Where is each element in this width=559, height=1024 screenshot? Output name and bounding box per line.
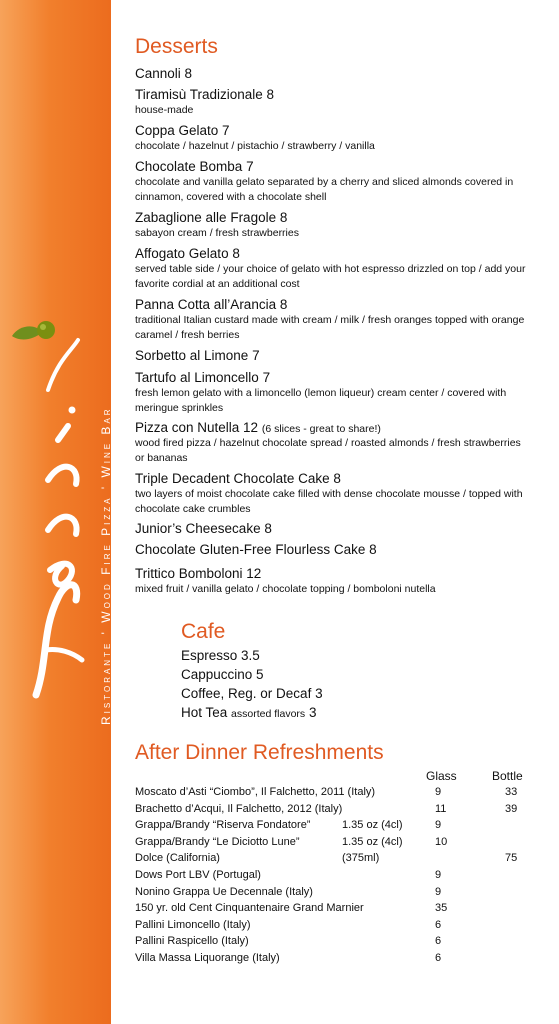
drink-row <box>135 886 535 902</box>
drink-name: Grappa/Brandy “Riserva Fondatore” <box>135 819 311 832</box>
drink-glass-price: 9 <box>435 786 442 798</box>
desserts-title: Desserts <box>135 35 218 58</box>
menu-item-title: Pizza con Nutella 12 <box>135 420 259 435</box>
drink-glass-price: 9 <box>435 819 442 832</box>
drink-name: Pallini Raspicello (Italy) <box>135 935 249 948</box>
drink-glass-price: 10 <box>435 835 448 848</box>
menu-item-name: Zabaglione alle Fragole 8 <box>135 210 288 225</box>
cafe-item: Coffee, Reg. or Decaf 3 <box>181 686 323 701</box>
drink-glass-price: 11 <box>435 802 447 815</box>
drink-glass-price: 35 <box>435 902 448 915</box>
menu-item-name: Tartufo al Limoncello 7 <box>135 370 271 385</box>
drink-name: Dolce (California) <box>135 852 220 865</box>
cafe-item <box>181 705 316 720</box>
cafe-item-note: assorted flavors <box>231 708 306 720</box>
refreshments-title: After Dinner Refreshments <box>135 741 384 764</box>
drink-name: 150 yr. old Cent Cinquantenaire Grand Marnier <box>135 902 364 915</box>
drink-row <box>135 902 535 918</box>
glass-column-header: Glass <box>426 769 457 783</box>
drink-name: Villa Massa Liquorange (Italy) <box>135 952 280 964</box>
cafe-item-price: 3 <box>308 705 317 720</box>
menu-item-description: chocolate and vanilla gelato separated by a cherry and sliced almonds covered in cinnamon, covered with a chocolate shell <box>135 176 514 203</box>
menu-item-name: Junior’s Cheesecake 8 <box>135 521 272 536</box>
menu-item-description: house-made <box>135 104 194 116</box>
cafe-item-title: Hot Tea <box>181 705 228 720</box>
drink-row <box>135 803 535 819</box>
drink-glass-price: 9 <box>435 869 442 881</box>
drink-row <box>135 952 535 968</box>
drink-bottle-price: 39 <box>505 802 518 815</box>
menu-item-name: Chocolate Bomba 7 <box>135 159 254 174</box>
menu-item-description: chocolate / hazelnut / pistachio / strawberry / vanilla <box>135 140 375 152</box>
drink-name: Nonino Grappa Ue Decennale (Italy) <box>135 885 313 898</box>
menu-item-name: Trittico Bomboloni 12 <box>135 566 262 581</box>
drink-name: Moscato d’Asti “Ciombo”, Il Falchetto, 2011 (Italy) <box>135 786 376 798</box>
drink-size: 1.35 oz (4cl) <box>342 819 403 832</box>
menu-item-name: Coppa Gelato 7 <box>135 123 230 138</box>
menu-item-name: Affogato Gelato 8 <box>135 246 240 261</box>
drink-glass-price: 6 <box>435 935 442 948</box>
facci-logo <box>28 330 88 705</box>
menu-item-description: served table side / your choice of gelato with hot espresso drizzled on top / add your favorite cordial at an additional cost <box>135 263 526 290</box>
menu-item-description: mixed fruit / vanilla gelato / chocolate topping / bomboloni nutella <box>135 583 436 595</box>
menu-item-name: Cannoli 8 <box>135 66 193 81</box>
drink-glass-price: 9 <box>435 885 442 898</box>
tagline: Ristorante ' Wood Fire Pizza ' Wine Bar <box>99 406 113 725</box>
sidebar-brand-strip <box>0 0 111 1024</box>
drink-row <box>135 836 535 852</box>
menu-item-description: traditional Italian custard made with cream / milk / fresh oranges topped with orange caramel / fresh berries <box>135 314 525 341</box>
bottle-column-header: Bottle <box>492 769 523 783</box>
cafe-item: Espresso 3.5 <box>181 648 260 663</box>
drink-name: Brachetto d’Acqui, Il Falchetto, 2012 (Italy) <box>135 802 343 815</box>
drink-row <box>135 786 535 802</box>
drink-size: 1.35 oz (4cl) <box>342 835 403 848</box>
menu-item-name: Triple Decadent Chocolate Cake 8 <box>135 471 341 486</box>
drink-row <box>135 869 535 885</box>
drink-glass-price: 6 <box>435 918 442 931</box>
menu-item-description: fresh lemon gelato with a limoncello (lemon liqueur) cream center / covered with meringue sprinkles <box>135 387 507 414</box>
menu-item-description: wood fired pizza / hazelnut chocolate spread / roasted almonds / fresh strawberries or bananas <box>135 437 521 464</box>
menu-item-name: Panna Cotta all’Arancia 8 <box>135 297 288 312</box>
drink-glass-price: 6 <box>435 952 442 964</box>
menu-item-description: two layers of moist chocolate cake filled with dense chocolate mousse / topped with chocolate cake crumbles <box>135 488 523 515</box>
drink-row <box>135 852 535 868</box>
cafe-item: Cappuccino 5 <box>181 667 264 682</box>
menu-item-name <box>135 420 381 435</box>
drink-name: Grappa/Brandy “Le Diciotto Lune” <box>135 835 300 848</box>
menu-item-name: Sorbetto al Limone 7 <box>135 348 260 363</box>
drink-bottle-price: 33 <box>505 786 518 798</box>
menu-item-name: Tiramisù Tradizionale 8 <box>135 87 275 102</box>
drink-row <box>135 819 535 835</box>
drink-bottle-price: 75 <box>505 852 518 865</box>
drink-name: Pallini Limoncello (Italy) <box>135 918 251 931</box>
drink-size: (375ml) <box>342 852 380 865</box>
menu-item-description: sabayon cream / fresh strawberries <box>135 227 299 239</box>
menu-item-note: (6 slices - great to share!) <box>261 423 381 435</box>
drink-row <box>135 919 535 935</box>
drink-row <box>135 935 535 951</box>
cafe-title: Cafe <box>181 620 226 643</box>
menu-item-name: Chocolate Gluten-Free Flourless Cake 8 <box>135 542 377 557</box>
drink-name: Dows Port LBV (Portugal) <box>135 869 261 881</box>
